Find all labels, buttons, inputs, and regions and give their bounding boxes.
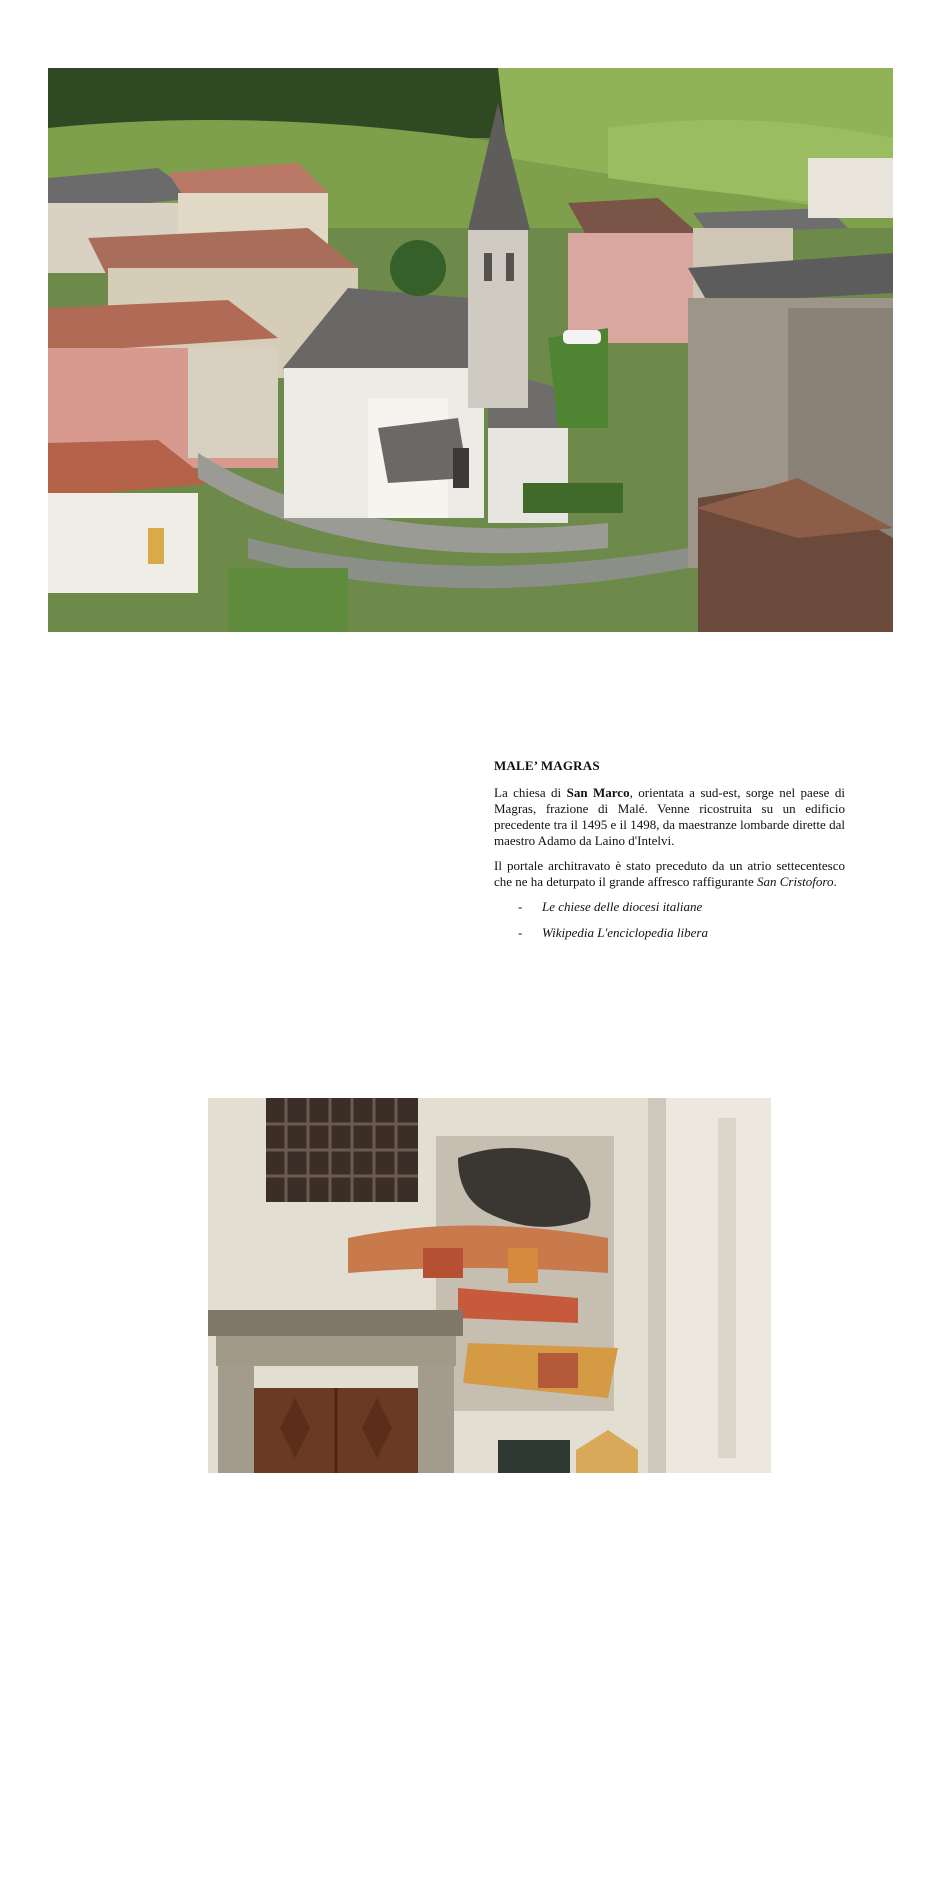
article-paragraph-history bbox=[494, 785, 845, 849]
sources-list bbox=[494, 899, 845, 941]
church-aerial-photo bbox=[48, 68, 893, 632]
article-paragraph-portal bbox=[494, 858, 845, 890]
list-dash: - bbox=[518, 925, 523, 940]
fresco-name: San Cristoforo bbox=[757, 874, 834, 889]
p1-before: La chiesa di bbox=[494, 785, 567, 800]
article-text bbox=[494, 758, 845, 951]
list-dash: - bbox=[518, 899, 523, 914]
source-label: Wikipedia L'enciclopedia libera bbox=[542, 925, 708, 940]
source-item bbox=[494, 925, 845, 941]
church-name: San Marco bbox=[566, 785, 630, 800]
article-heading: MALE’ MAGRAS bbox=[494, 758, 600, 773]
p1-after: , orientata a sud-est, sorge nel paese di Magras, frazione di Malé. Venne ricostruita su un edificio precedente tra il 1495 e il 1498, da maestranze lombarde dirette dal maestro Adamo da Laino d'Intelvi. bbox=[494, 785, 845, 848]
source-item bbox=[494, 899, 845, 915]
p2-after: . bbox=[833, 874, 837, 889]
church-facade-photo bbox=[208, 1098, 771, 1473]
source-label: Le chiese delle diocesi italiane bbox=[542, 899, 703, 914]
p2-before: Il portale architravato è stato preceduto da un atrio settecentesco che ne ha deturpato il grande affresco raffigurante bbox=[494, 858, 845, 889]
